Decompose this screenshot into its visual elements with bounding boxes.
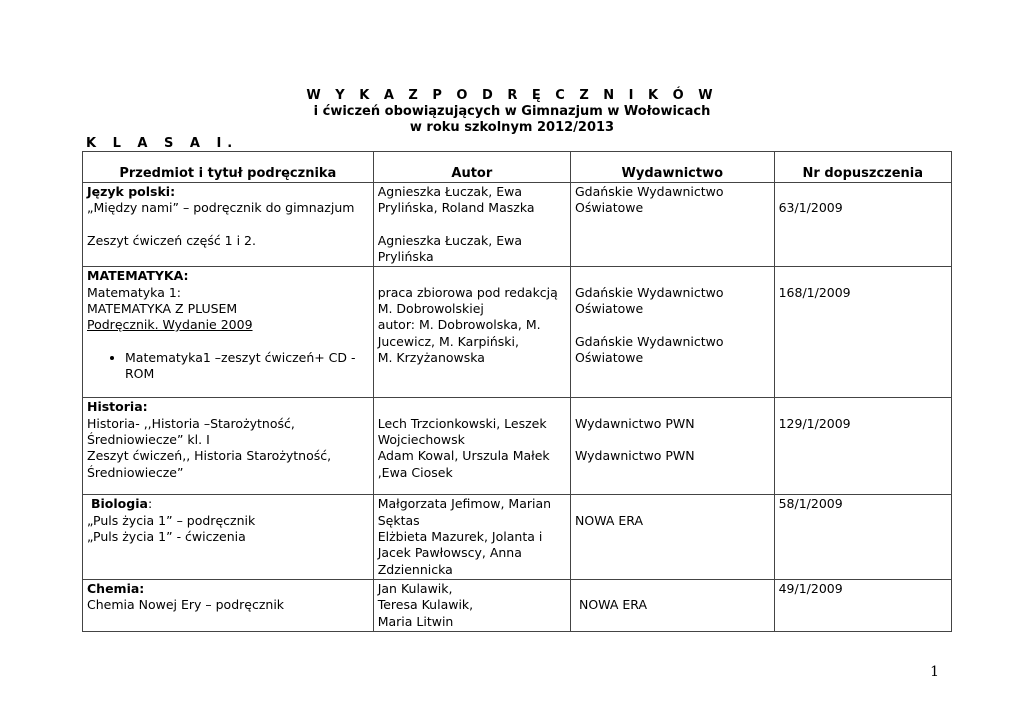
author-line: M. Krzyżanowska (377, 349, 485, 365)
author-line: Zdziennicka (377, 561, 453, 577)
spacer-line (87, 334, 369, 350)
approval-number: 168/1/2009 (778, 284, 851, 300)
subject-name: Historia: (87, 399, 148, 415)
approval-number: 49/1/2009 (778, 580, 843, 596)
title-line: Średniowiecze” (87, 464, 184, 480)
author-line (378, 217, 566, 233)
title-line: Średniowiecze” kl. I (87, 432, 210, 448)
approval-number: 129/1/2009 (778, 415, 851, 431)
author-line: Wojciechowsk (377, 432, 465, 448)
author-line: autor: M. Dobrowolska, M. (377, 317, 541, 333)
title-line: Podręcznik. Wydanie 2009 (87, 317, 253, 333)
table-header-row (83, 152, 952, 183)
author-line: Prylińska, Roland Maszka (377, 200, 535, 216)
publisher-line (575, 581, 770, 597)
school-year: w roku szkolnym 2012/2013 (409, 120, 615, 135)
approval-number-cell (774, 267, 951, 398)
publisher-line (575, 432, 770, 448)
author-line: Teresa Kulawik, (377, 597, 474, 613)
publisher-cell (571, 495, 775, 579)
column-header-publisher: Wydawnictwo (571, 152, 775, 183)
publisher-line: Wydawnictwo PWN (575, 448, 695, 464)
publisher-line (575, 496, 770, 512)
publisher-line: Oświatowe (575, 301, 644, 317)
author-line: praca zbiorowa pod redakcją (377, 284, 558, 300)
approval-number-line (779, 399, 947, 415)
publisher-cell (571, 579, 775, 631)
author-line: Adam Kowal, Urszula Małek (377, 448, 550, 464)
column-header-subject: Przedmiot i tytuł podręcznika (83, 152, 374, 183)
subject-suffix: : (147, 496, 153, 512)
title-line: Zeszyt ćwiczeń,, Historia Starożytność, (87, 448, 332, 464)
table-row (83, 579, 952, 631)
title-line: Matematyka 1: (87, 284, 181, 300)
author-line: Sęktas (377, 512, 420, 528)
subject-cell (83, 267, 374, 398)
publisher-line: Gdańskie Wydawnictwo (575, 333, 724, 349)
page-number: 1 (930, 664, 939, 680)
title-line: Chemia Nowej Ery – podręcznik (87, 597, 285, 613)
author-cell (373, 398, 570, 495)
author-line: Agnieszka Łuczak, Ewa (377, 184, 523, 199)
title-line (87, 217, 369, 233)
author-line: Małgorzata Jefimow, Marian (377, 496, 552, 512)
author-line (378, 268, 566, 284)
title-line: „Puls życia 1” - ćwiczenia (87, 529, 246, 545)
approval-number-line (779, 268, 947, 284)
subject-name: Biologia (90, 496, 148, 512)
approval-number-line (779, 184, 947, 200)
textbook-table (82, 151, 952, 632)
title-line: „Puls życia 1” – podręcznik (87, 512, 256, 528)
author-cell (373, 267, 570, 398)
publisher-line: Oświatowe (575, 200, 644, 216)
publisher-cell (571, 183, 775, 267)
subject-name: Język polski: (87, 184, 176, 199)
title-line: Historia- ,,Historia –Starożytność, (87, 415, 295, 431)
author-line: Maria Litwin (377, 613, 454, 629)
workbook-list (87, 350, 369, 383)
publisher-cell (571, 267, 775, 398)
author-line: Elżbieta Mazurek, Jolanta i (377, 529, 543, 545)
approval-number-cell (774, 398, 951, 495)
column-header-approval-number: Nr dopuszczenia (774, 152, 951, 183)
publisher-line (575, 317, 770, 333)
author-cell (373, 183, 570, 267)
subject-heading (87, 496, 369, 512)
publisher-line: Gdańskie Wydawnictwo (575, 184, 724, 199)
subject-cell (83, 183, 374, 267)
table-row (83, 267, 952, 398)
author-cell (373, 579, 570, 631)
subject-cell (83, 579, 374, 631)
publisher-line: Gdańskie Wydawnictwo (575, 284, 724, 300)
column-header-author: Autor (373, 152, 570, 183)
author-line: M. Dobrowolskiej (377, 301, 484, 317)
publisher-line: Wydawnictwo PWN (575, 415, 695, 431)
author-line: Agnieszka Łuczak, Ewa (377, 232, 523, 248)
approval-number-cell (774, 183, 951, 267)
publisher-line: NOWA ERA (575, 512, 644, 528)
author-line: Prylińska (377, 249, 434, 265)
workbook-list-item: • Matematyka1 –zeszyt ćwiczeń+ CD - ROM (125, 350, 369, 383)
title-line: „Między nami” – podręcznik do gimnazjum (87, 200, 355, 216)
author-line: Jacek Pawłowscy, Anna (377, 545, 522, 561)
publisher-line: Oświatowe (575, 349, 644, 365)
author-line: Lech Trzcionkowski, Leszek (377, 415, 547, 431)
document-title: W Y K A Z P O D R Ę C Z N I K Ó W (306, 88, 718, 103)
class-label: K L A S A I. (86, 136, 239, 151)
author-line: ,Ewa Ciosek (377, 464, 453, 480)
table-row (83, 183, 952, 267)
document-subtitle: i ćwiczeń obowiązujących w Gimnazjum w Wołowicach (313, 104, 711, 119)
table-row (83, 495, 952, 579)
approval-number-cell (774, 495, 951, 579)
author-cell (373, 495, 570, 579)
title-line: MATEMATYKA Z PLUSEM (87, 301, 238, 317)
publisher-line (575, 268, 770, 284)
publisher-line (575, 399, 770, 415)
publisher-cell (571, 398, 775, 495)
subject-name: Chemia: (87, 580, 145, 596)
author-line: Jan Kulawik, (377, 580, 453, 596)
subject-cell (83, 495, 374, 579)
subject-name: MATEMATYKA: (87, 268, 189, 284)
publisher-line: NOWA ERA (575, 597, 647, 613)
table-row (83, 398, 952, 495)
title-line: Zeszyt ćwiczeń część 1 i 2. (87, 232, 256, 248)
subject-cell (83, 398, 374, 495)
approval-number: 63/1/2009 (778, 200, 843, 216)
approval-number-cell (774, 579, 951, 631)
author-line: Jucewicz, M. Karpiński, (377, 333, 519, 349)
author-line (378, 399, 566, 415)
approval-number: 58/1/2009 (778, 496, 843, 512)
